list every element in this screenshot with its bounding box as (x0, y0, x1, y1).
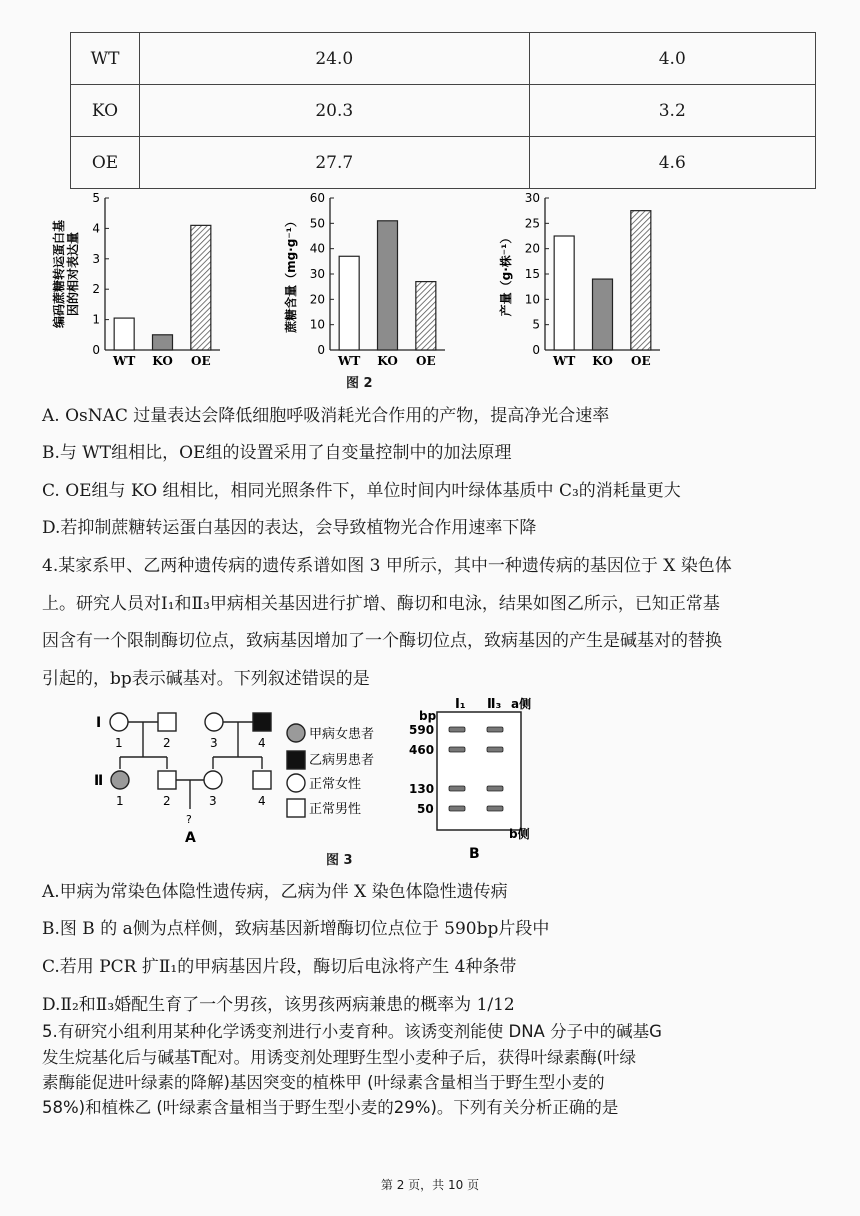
table-cell: 4.0 (529, 33, 815, 85)
band-size-label: 460 (409, 743, 435, 757)
y-tick-label: 15 (524, 267, 540, 281)
pedigree-number: 1 (116, 794, 124, 808)
table-cell: OE (71, 137, 140, 189)
option-q3-c: C. OE组与 KO 组相比，相同光照条件下，单位时间内叶绿体基质中 C₃的消耗量更大 (42, 481, 681, 501)
pedigree-i3 (205, 713, 223, 731)
pedigree-number: 2 (163, 736, 171, 750)
gel-band (487, 747, 503, 752)
y-tick-label: 30 (309, 267, 325, 281)
table-cell: 3.2 (529, 85, 815, 137)
legend-normal-female-icon (287, 774, 305, 792)
pedigree-i4 (253, 713, 271, 731)
page-footer: 第 2 页，共 10 页 (380, 1178, 480, 1192)
x-tick-label: KO (377, 354, 398, 368)
x-tick-label: OE (416, 354, 436, 368)
table-cell: 27.7 (140, 137, 530, 189)
legend-label: 甲病女患者 (309, 727, 375, 742)
bar-oe (416, 282, 436, 350)
y-tick-label: 0 (92, 343, 100, 357)
pedigree-i1 (110, 713, 128, 731)
y-tick-label: 25 (524, 216, 540, 231)
table-row (71, 33, 816, 85)
y-tick-label: 50 (309, 216, 325, 231)
x-tick-label: KO (592, 354, 613, 368)
question-5-line-1: 5.有研究小组利用某种化学诱变剂进行小麦育种。该诱变剂能使 DNA 分子中的碱基G (42, 1022, 662, 1041)
y-tick-label: 20 (309, 292, 325, 307)
table-row (71, 137, 816, 189)
bar-ko (378, 221, 398, 350)
x-tick-label: OE (631, 354, 651, 368)
gel-band (487, 727, 503, 732)
bar-wt (554, 236, 574, 350)
question-4-line-1: 4.某家系甲、乙两种遗传病的遗传系谱如图 3 甲所示，其中一种遗传病的基因位于 X 染色体 (42, 556, 732, 576)
option-q3-d: D.若抑制蔗糖转运蛋白基因的表达，会导致植物光合作用速率下降 (42, 518, 537, 538)
band-size-label: 50 (417, 802, 434, 816)
electrophoresis-gel (405, 692, 545, 864)
expression-chart (50, 190, 230, 375)
generation-i-label: I (96, 715, 102, 731)
sucrose-chart (275, 190, 455, 375)
question-5-line-4: 58%)和植株乙 (叶绿素含量相当于野生型小麦的29%)。下列有关分析正确的是 (42, 1098, 619, 1117)
legend-label: 正常女性 (309, 777, 362, 792)
y-tick-label: 5 (92, 191, 100, 205)
bar-wt (114, 318, 134, 350)
question-5-line-3: 素酶能促进叶绿素的降解)基因突变的植株甲 (叶绿素含量相当于野生型小麦的 (42, 1073, 605, 1092)
bar-wt (339, 256, 359, 350)
bar-ko (153, 335, 173, 350)
x-tick-label: KO (152, 354, 173, 368)
legend-label: 乙病男患者 (309, 753, 375, 768)
option-q3-b: B.与 WT组相比，OE组的设置采用了自变量控制中的加法原理 (42, 443, 512, 463)
pedigree-number: 3 (210, 736, 218, 750)
table-row (71, 85, 816, 137)
lane-1-label: Ⅰ₁ (455, 697, 466, 712)
table-cell: 24.0 (140, 33, 530, 85)
y-tick-label: 30 (524, 191, 540, 205)
pedigree-number: 2 (163, 794, 171, 808)
x-tick-label: WT (112, 354, 136, 368)
lane-2-label: Ⅱ₃ (487, 697, 502, 712)
pedigree-number: 4 (258, 736, 266, 750)
table-cell: 20.3 (140, 85, 530, 137)
bar-ko (593, 279, 613, 350)
legend-label: 正常男性 (309, 802, 362, 817)
y-tick-label: 40 (309, 241, 325, 256)
generation-ii-label: Ⅱ (94, 773, 104, 789)
question-4-line-4: 引起的，bp表示碱基对。下列叙述错误的是 (42, 669, 370, 689)
bar-oe (631, 211, 651, 350)
y-tick-label: 0 (317, 343, 325, 357)
option-q4-b: B.图 B 的 a侧为点样侧，致病基因新增酶切位点位于 590bp片段中 (42, 919, 550, 939)
bp-label: bp (419, 709, 437, 723)
pedigree-i2 (158, 713, 176, 731)
band-size-label: 590 (409, 723, 435, 737)
gel-band (487, 806, 503, 811)
question-5-line-2: 发生烷基化后与碱基T配对。用诱变剂处理野生型小麦种子后，获得叶绿素酶(叶绿 (42, 1048, 637, 1067)
table-cell: KO (71, 85, 140, 137)
y-axis-label: 编码蔗糖转运蛋白基因的相对表达量 (52, 219, 80, 329)
pedigree-number: 1 (115, 736, 123, 750)
y-tick-label: 3 (92, 251, 100, 266)
table-cell: WT (71, 33, 140, 85)
option-q4-a: A.甲病为常染色体隐性遗传病，乙病为伴 X 染色体隐性遗传病 (42, 882, 508, 902)
option-q3-a: A. OsNAC 过量表达会降低细胞呼吸消耗光合作用的产物，提高净光合速率 (42, 406, 610, 426)
gel-band (449, 806, 465, 811)
pedigree-label: A (185, 830, 196, 846)
gel-band (449, 727, 465, 732)
y-tick-label: 0 (532, 343, 540, 357)
pedigree-ii1 (111, 771, 129, 789)
pedigree-ii3 (204, 771, 222, 789)
y-tick-label: 10 (524, 292, 540, 307)
x-tick-label: WT (552, 354, 576, 368)
y-tick-label: 5 (532, 317, 540, 332)
yield-chart (490, 190, 670, 375)
bar-oe (191, 225, 211, 350)
gel-band (449, 747, 465, 752)
band-size-label: 130 (409, 782, 435, 796)
option-q4-d: D.Ⅱ₂和Ⅱ₃婚配生育了一个男孩，该男孩两病兼患的概率为 1/12 (42, 995, 515, 1015)
pedigree-number: 3 (209, 794, 217, 808)
figure-2-caption: 图 2 (346, 376, 373, 391)
legend-affected-female-icon (287, 724, 305, 742)
pedigree-ii2 (158, 771, 176, 789)
y-axis-label: 产量（g·株⁻¹） (499, 231, 513, 317)
table-cell: 4.6 (529, 137, 815, 189)
legend-normal-male-icon (287, 799, 305, 817)
y-tick-label: 60 (309, 191, 325, 205)
data-table (70, 32, 816, 189)
question-4-line-2: 上。研究人员对Ⅰ₁和Ⅱ₃甲病相关基因进行扩增、酶切和电泳，结果如图乙所示，已知正常基 (42, 594, 720, 614)
figure-3-caption: 图 3 (326, 853, 353, 868)
x-tick-label: OE (191, 354, 211, 368)
pedigree-number: 4 (258, 794, 266, 808)
gel-label: B (469, 846, 480, 862)
y-axis-label: 蔗糖含量（mg·g⁻¹） (284, 215, 298, 333)
y-tick-label: 2 (92, 282, 100, 297)
gel-band (449, 786, 465, 791)
y-tick-label: 20 (524, 241, 540, 256)
pedigree-ii4 (253, 771, 271, 789)
question-4-line-3: 因含有一个限制酶切位点，致病基因增加了一个酶切位点，致病基因的产生是碱基对的替换 (42, 631, 722, 651)
option-q4-c: C.若用 PCR 扩Ⅱ₁的甲病基因片段，酶切后电泳将产生 4种条带 (42, 957, 517, 977)
x-tick-label: WT (337, 354, 361, 368)
y-tick-label: 4 (92, 221, 100, 236)
unknown-offspring-mark: ? (186, 813, 192, 826)
y-tick-label: 1 (92, 312, 100, 327)
legend-affected-male-icon (287, 751, 305, 769)
gel-band (487, 786, 503, 791)
a-side-label: a侧 (511, 697, 532, 711)
y-tick-label: 10 (309, 317, 325, 332)
b-side-label: b侧 (509, 827, 530, 841)
